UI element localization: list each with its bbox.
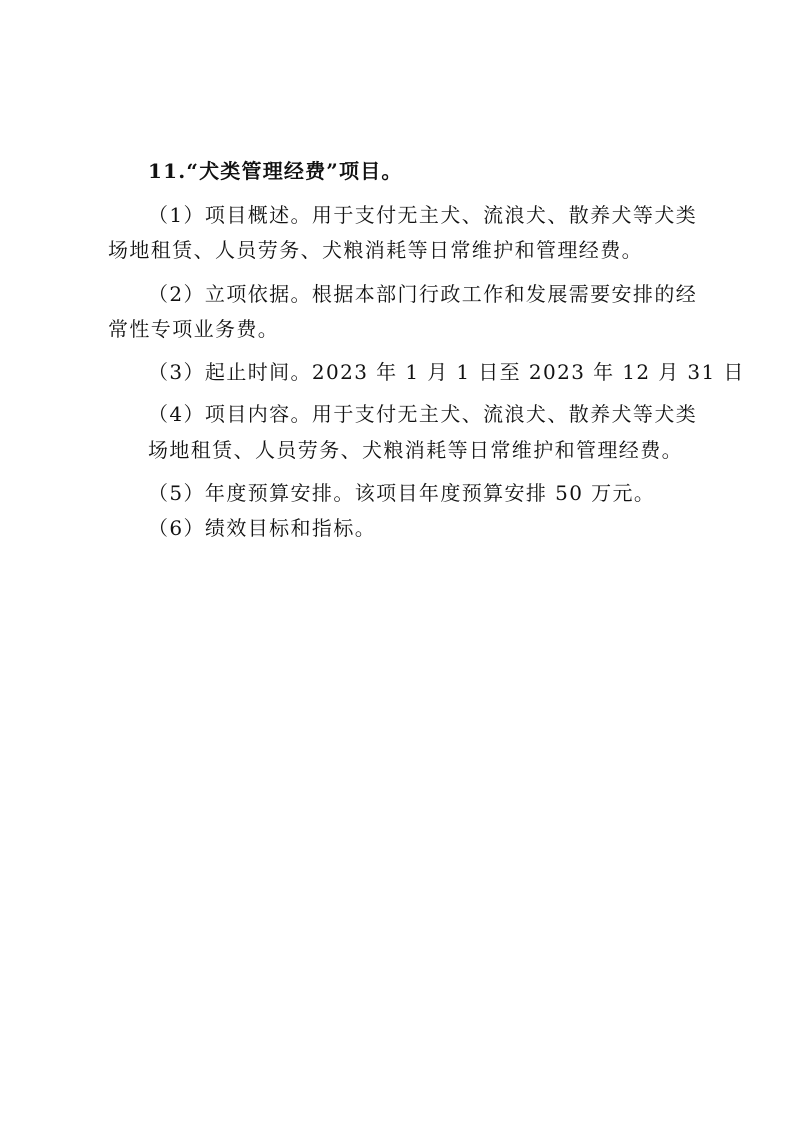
item-2-line-2: 常性专项业务费。 — [108, 317, 280, 341]
item-2-line-1: （2）立项依据。根据本部门行政工作和发展需要安排的经 — [148, 282, 698, 306]
section-heading: 11.“犬类管理经费”项目。 — [148, 159, 403, 183]
item-4-line-1: （4）项目内容。用于支付无主犬、流浪犬、散养犬等犬类 — [148, 402, 698, 426]
item-3-line-1: （3）起止时间。2023 年 1 月 1 日至 2023 年 12 月 31 日 — [148, 360, 745, 384]
item-5-line-1: （5）年度预算安排。该项目年度预算安排 50 万元。 — [148, 481, 656, 505]
item-6-line-1: （6）绩效目标和指标。 — [148, 516, 377, 540]
item-4-line-2: 场地租赁、人员劳务、犬粮消耗等日常维护和管理经费。 — [148, 438, 683, 462]
item-1-line-2: 场地租赁、人员劳务、犬粮消耗等日常维护和管理经费。 — [108, 238, 643, 262]
item-1-line-1: （1）项目概述。用于支付无主犬、流浪犬、散养犬等犬类 — [148, 203, 698, 227]
